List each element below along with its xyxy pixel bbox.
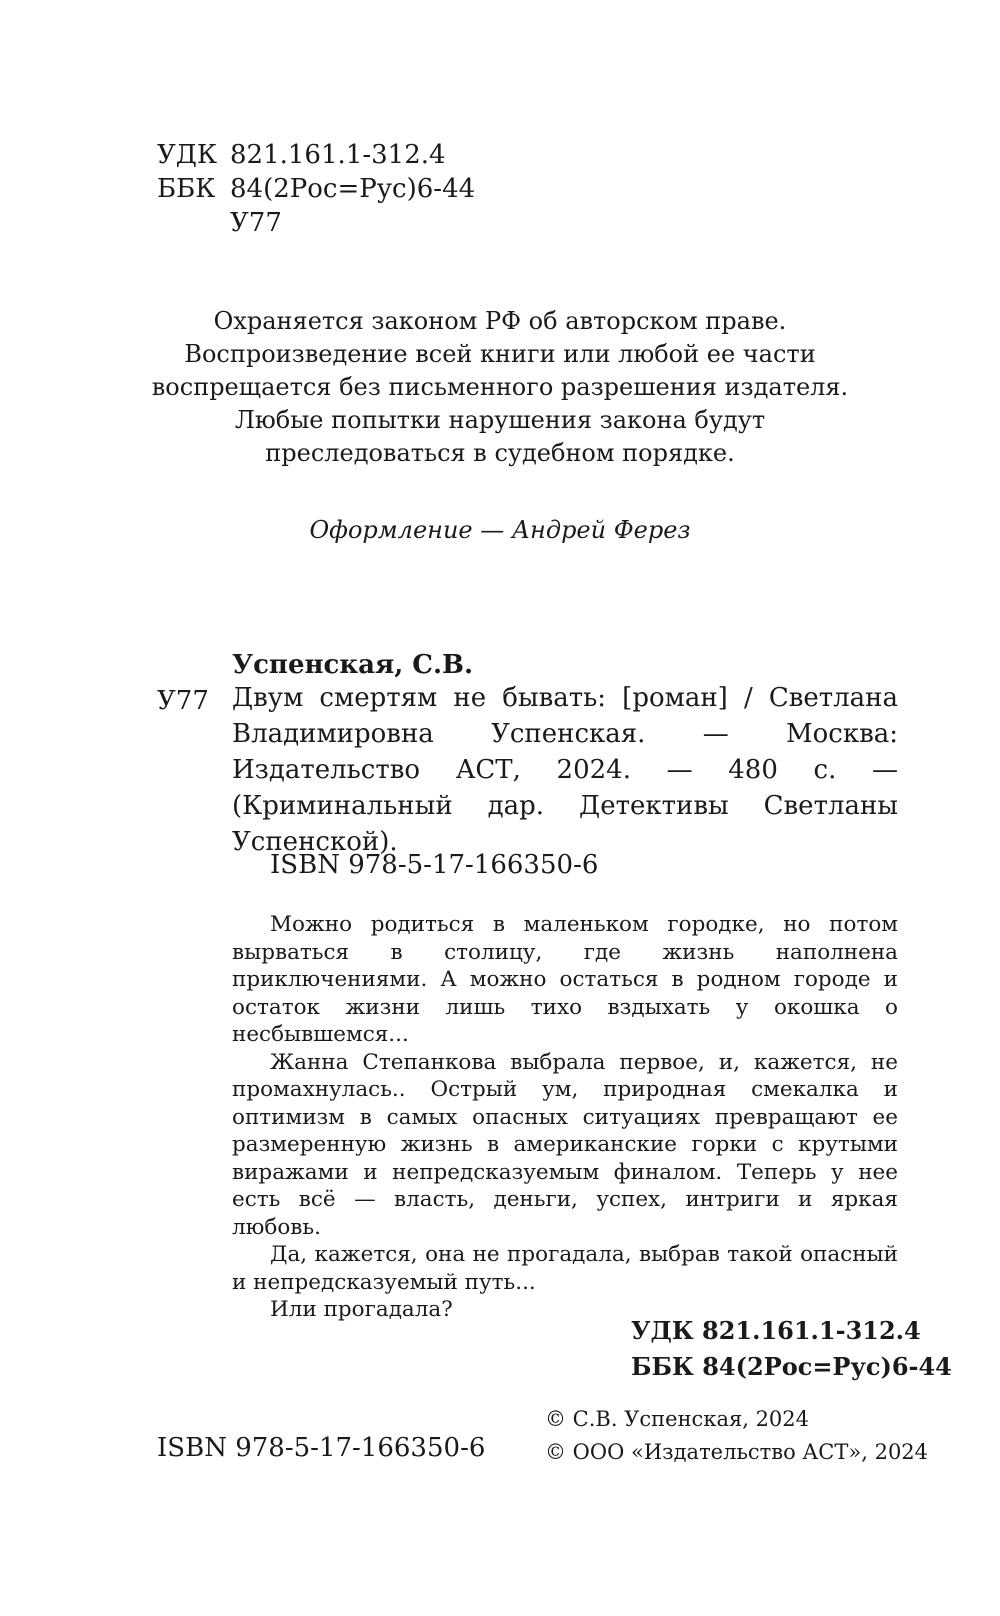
copyright-notice xyxy=(150,305,850,470)
udk-row xyxy=(157,138,475,172)
bottom-udk: УДК 821.161.1-312.4 xyxy=(631,1316,921,1345)
bbk-label: ББК xyxy=(157,174,216,204)
annotation-paragraph: Жанна Степанкова выбрала первое, и, кажется, не промахнулась.. Острый ум, природная смекалка и оптимизм в самых опасных ситуациях превращают ее размеренную жизнь в американские горки с крутыми виражами и непредсказуемым финалом. Теперь у нее есть всё — власть, деньги, успех, интриги и яркая любовь. xyxy=(232,1049,898,1240)
copyright-block xyxy=(545,1403,928,1469)
bottom-classification xyxy=(631,1313,952,1385)
author-mark: У77 xyxy=(230,208,282,238)
udk-label: УДК xyxy=(157,140,218,170)
bib-isbn: ISBN 978-5-17-166350-6 xyxy=(270,850,599,880)
designer-credit: Оформление — Андрей Ферез xyxy=(309,516,691,544)
bbk-row xyxy=(157,172,475,206)
udk-value: 821.161.1-312.4 xyxy=(230,140,446,170)
bottom-isbn: ISBN 978-5-17-166350-6 xyxy=(157,1433,486,1463)
bib-code: У77 xyxy=(157,686,209,716)
notice-line: воспрещается без письменного разрешения издателя. xyxy=(151,373,849,401)
annotation-paragraph: Да, кажется, она не прогадала, выбрав такой опасный и непредсказуемый путь... xyxy=(232,1242,898,1295)
bib-author: Успенская, С.В. xyxy=(232,650,474,680)
notice-line: Воспроизведение всей книги или любой ее части xyxy=(184,340,816,368)
annotation-paragraph: Или прогадала? xyxy=(270,1297,453,1322)
classification-block xyxy=(157,138,475,240)
author-mark-row xyxy=(157,206,475,240)
bib-description: Двум смертям не бывать: [роман] / Светлана Владимировна Успенская. — Москва: Издательство АСТ, 2024. — 480 с. — (Криминальный дар. Детективы Светланы Успенской). xyxy=(232,683,898,857)
annotation xyxy=(232,911,898,1324)
annotation-paragraph: Можно родиться в маленьком городке, но потом вырваться в столицу, где жизнь наполнена приключениями. А можно остаться в родном городе и остаток жизни лишь тихо вздыхать у окошка о несбывшемся... xyxy=(232,912,898,1047)
copyright-author: © С.В. Успенская, 2024 xyxy=(545,1407,810,1431)
notice-line: Охраняется законом РФ об авторском праве. xyxy=(213,307,787,335)
bbk-value: 84(2Рос=Рус)6-44 xyxy=(230,174,476,204)
notice-line: Любые попытки нарушения закона будут xyxy=(234,406,766,434)
notice-line: преследоваться в судебном порядке. xyxy=(265,439,735,467)
copyright-publisher: © ООО «Издательство АСТ», 2024 xyxy=(545,1440,929,1464)
bottom-bbk: ББК 84(2Рос=Рус)6-44 xyxy=(631,1352,952,1381)
